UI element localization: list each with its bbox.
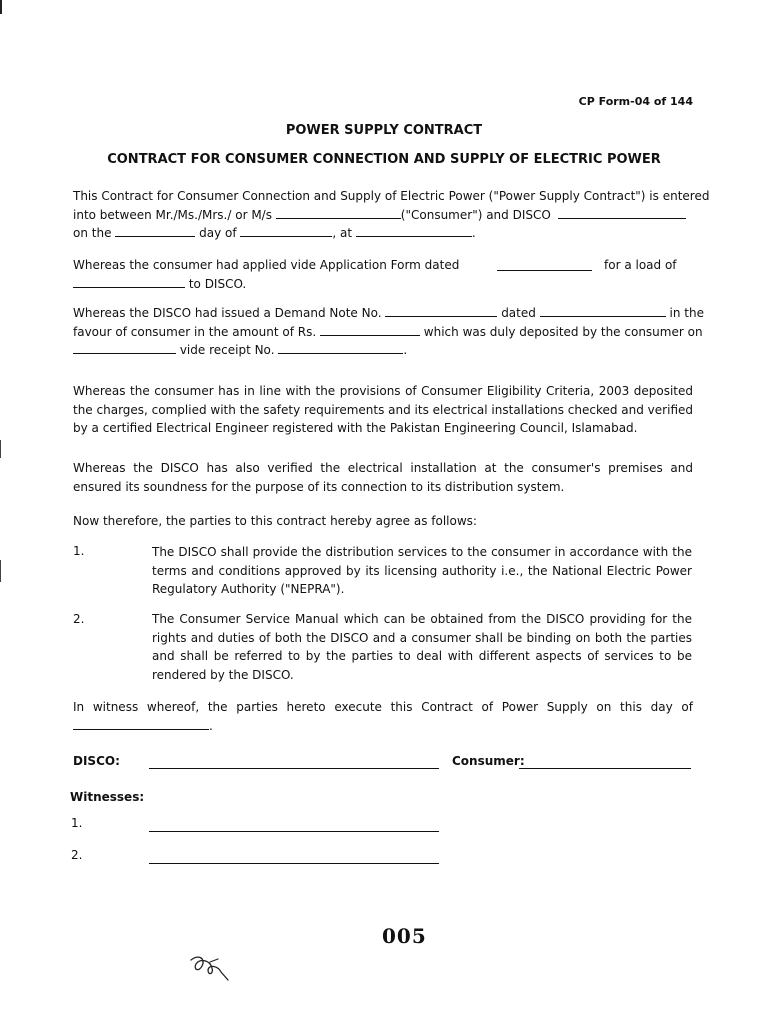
demand-dated-text: dated xyxy=(501,306,536,320)
intro-line-1: This Contract for Consumer Connection and Supply of Electric Power ("Power Supply Contract") is entered xyxy=(73,189,710,203)
month-field[interactable] xyxy=(240,225,332,237)
application-date-field[interactable] xyxy=(497,259,592,271)
clause-2-text: The Consumer Service Manual which can be obtained from the DISCO providing for the rights and duties of both the DISCO and a consumer shall be binding on both the parties and shall be referred to by the parties to deal with different aspects of services to be rendered by the DISCO. xyxy=(152,612,692,682)
witness-clause-line-1: In witness whereof, the parties hereto execute this Contract of Power Supply on this day of xyxy=(73,700,693,714)
receipt-text: vide receipt No. xyxy=(179,343,275,357)
form-number: CP Form-04 of 144 xyxy=(578,95,693,108)
demand-note-number-field[interactable] xyxy=(385,305,497,317)
whereas-verified-paragraph: Whereas the DISCO has also verified the electrical installation at the consumer's premises and ensured its soundness for the purpose of its connection to its distribution system. xyxy=(73,461,693,494)
intro-consumer-text: ("Consumer") and DISCO xyxy=(400,207,551,222)
intro-day-of-text: day of xyxy=(199,226,237,240)
clause-1-number: 1. xyxy=(73,544,85,558)
intro-line-3 xyxy=(73,224,693,243)
intro-line-2 xyxy=(73,206,693,225)
clause-2-number: 2. xyxy=(73,612,85,626)
application-line-1 xyxy=(73,256,693,275)
intro-at-text: , at xyxy=(332,226,353,240)
contract-subtitle: CONTRACT FOR CONSUMER CONNECTION AND SUPPLY OF ELECTRIC POWER xyxy=(107,152,661,167)
witness-clause xyxy=(73,698,693,735)
deposited-text: which was duly deposited by the consumer on xyxy=(423,324,703,339)
witness-1-signature-line[interactable] xyxy=(149,830,439,832)
amount-text: favour of consumer in the amount of Rs. xyxy=(73,324,317,339)
receipt-period: . xyxy=(403,343,408,357)
disco-signature-line[interactable] xyxy=(149,767,439,769)
page-number-stamp: 005 xyxy=(382,924,427,948)
demand-note-text: Whereas the DISCO had issued a Demand Note No. xyxy=(73,306,382,320)
receipt-number-field[interactable] xyxy=(278,342,403,354)
scan-edge-mark xyxy=(0,0,2,14)
witness-2-number: 2. xyxy=(71,848,83,862)
witness-2-signature-line[interactable] xyxy=(149,862,439,864)
intro-paragraph xyxy=(73,187,710,243)
scan-side-tick xyxy=(0,560,1,582)
disco-label: DISCO: xyxy=(73,754,120,768)
amount-field[interactable] xyxy=(320,324,420,336)
load-text: for a load of xyxy=(604,258,677,272)
application-text: Whereas the consumer had applied vide Application Form dated xyxy=(73,258,460,272)
witnesses-label: Witnesses: xyxy=(70,790,145,804)
demand-line-1 xyxy=(73,304,704,323)
consumer-name-field[interactable] xyxy=(276,207,401,219)
witness-1-number: 1. xyxy=(71,816,83,830)
scan-side-tick xyxy=(0,440,1,458)
place-field[interactable] xyxy=(356,225,472,237)
whereas-demand-note-paragraph xyxy=(73,304,704,360)
consumer-label: Consumer: xyxy=(452,754,525,768)
load-field[interactable] xyxy=(73,276,185,288)
consumer-signature-line[interactable] xyxy=(519,767,691,769)
whereas-eligibility-paragraph: Whereas the consumer has in line with the provisions of Consumer Eligibility Criteria, 2003 deposited the charges, complied with the safety requirements and its electrical installations checked and verified by a certified Electrical Engineer registered with the Pakistan Engineering Council, Islamabad. xyxy=(73,384,693,435)
intro-on-the-text: on the xyxy=(73,226,112,240)
intro-parties-text: into between Mr./Ms./Mrs./ or M/s xyxy=(73,207,272,222)
intro-period: . xyxy=(471,226,476,240)
disco-name-field[interactable] xyxy=(558,207,686,219)
day-number-field[interactable] xyxy=(115,225,195,237)
demand-date-field[interactable] xyxy=(540,305,666,317)
contract-title: POWER SUPPLY CONTRACT xyxy=(285,123,483,138)
now-therefore-text: Now therefore, the parties to this contract hereby agree as follows: xyxy=(73,514,477,528)
witness-day-field[interactable] xyxy=(73,718,209,730)
demand-line-3 xyxy=(73,341,693,360)
clause-1-text: The DISCO shall provide the distribution services to the consumer in accordance with the terms and conditions approved by its licensing authority i.e., the National Electric Power Regulatory Authority ("NEPRA"). xyxy=(152,545,692,596)
application-line-2 xyxy=(73,275,693,294)
to-disco-text: to DISCO. xyxy=(188,276,247,291)
deposit-date-field[interactable] xyxy=(73,342,176,354)
in-the-text: in the xyxy=(669,306,704,320)
witness-clause-period: . xyxy=(209,718,213,733)
witness-clause-line-2 xyxy=(73,717,693,736)
whereas-application-paragraph xyxy=(73,256,693,293)
handwritten-initials xyxy=(188,950,234,984)
demand-line-2 xyxy=(73,323,703,342)
